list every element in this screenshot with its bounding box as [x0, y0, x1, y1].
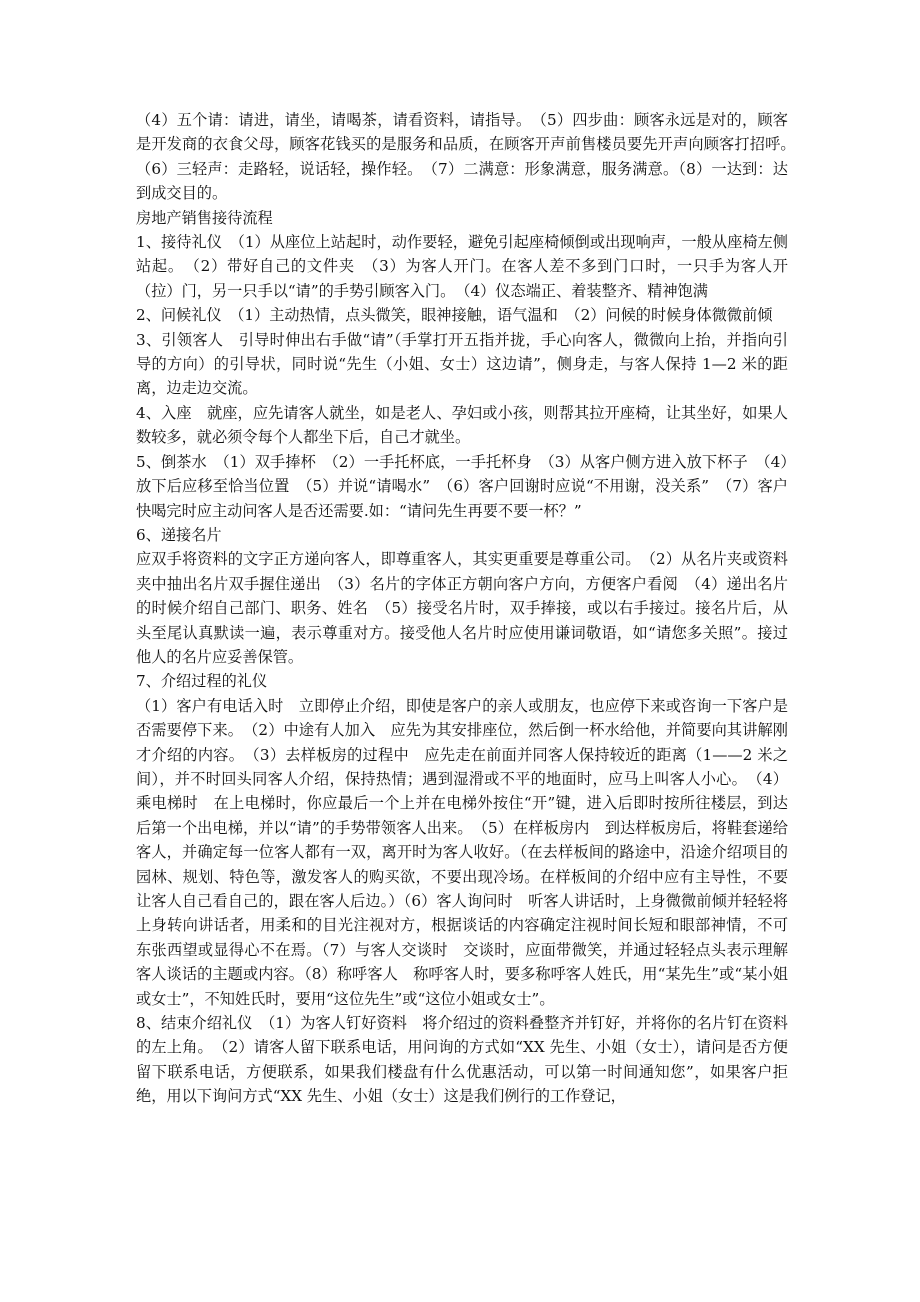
- paragraph-five-principles: （4）五个请：请进，请坐，请喝茶，请看资料，请指导。 （5）四步曲：顾客永远是对的，顾客是开发商的衣食父母，顾客花钱买的是服务和品质，在顾客开声前售楼员要先开声向顾客打招呼。 （6）三轻声：走路轻，说话轻，操作轻。 （7）二满意：形象满意，服务满意。（8）一达到：达到成交目的。: [136, 111, 804, 203]
- paragraph-serving-tea: 5、倒茶水 （1）双手捧杯 （2）一手托杯底，一手托杯身 （3）从客户侧方进入放下杯子 （4）放下后应移至恰当位置 （5）并说“请喝水” （6）客户回谢时应说“不用谢，没关系” （7）客户快喝完时应主动问客人是否还需要.如：“请问先生再要不要一杯？”: [136, 452, 788, 520]
- paragraph-introduction-etiquette: （1）客户有电话入时 立即停止介绍，即使是客户的亲人或朋友，也应停下来或咨询一下客户是否需要停下来。 （2）中途有人加入 应先为其安排座位，然后倒一杯水给他，并简要向其讲解刚才介绍的内容。 （3）去样板房的过程中 应先走在前面并同客人保持较近的距离（1——2 米之间），并不时回头同客人介绍，保持热情；遇到湿滑或不平的地面时，应马上叫客人小心。 （4）乘电梯时 在上电梯时，你应最后一个上并在电梯外按住“开”键，进入后即时按所往楼层，到达后第一个出电梯，并以“请”的手势带领客人出来。 （5）在样板房内 到达样板房后，将鞋套递给客人，并确定每一位客人都有一双，离开时为客人收好。（在去样板间的路途中，沿途介绍项目的园林、规划、特色等，激发客人的购买欲，不要出现冷场。在样板间的介绍中应有主导性，不要让客人自己看自己的，跟在客人后边。）（6）客人询问时 听客人讲话时，上身微微前倾并轻轻将上身转向讲话者，用柔和的目光注视对方，根据谈话的内容确定注视时间长短和眼部神情，不可东张西望或显得心不在焉。（7）与客人交谈时 交谈时，应面带微笑，并通过轻轻点头表示理解客人谈话的主题或内容。（8）称呼客人 称呼客人时，要多称呼客人姓氏，用“某先生”或“某小姐或女士”，不知姓氏时，要用“这位先生”或“这位小姐或女士”。: [136, 696, 788, 1008]
- paragraph-business-cards: 应双手将资料的文字正方递向客人，即尊重客人，其实更重要是尊重公司。 （2）从名片夹或资料夹中抽出名片双手握住递出 （3）名片的字体正方朝向客户方向，方便客户看阅 （4）递出名片的时候介绍自己部门、职务、姓名 （5）接受名片时，双手捧接，或以右手接过。接名片后，从头至尾认真默读一遍，表示尊重对方。接受他人名片时应使用谦词敬语，如“请您多关照”。接过他人的名片应妥善保管。: [136, 550, 788, 666]
- document-body: [136, 108, 804, 1109]
- paragraph-guiding-guests: 3、引领客人 引导时伸出右手做“请”（手掌打开五指并拢，手心向客人，微微向上抬，并指向引导的方向）的引导状，同时说“先生（小姐、女士）这边请”，侧身走，与客人保持 1—2 米的距离，边走边交流。: [136, 330, 788, 398]
- paragraph-seating: 4、入座 就座，应先请客人就坐，如是老人、孕妇或小孩，则帮其拉开座椅，让其坐好，如果人数较多，就必须令每个人都坐下后，自己才就坐。: [136, 403, 788, 447]
- paragraph-reception-etiquette: 1、接待礼仪 （1）从座位上站起时，动作要轻，避免引起座椅倾倒或出现响声，一般从座椅左侧站起。 （2）带好自己的文件夹 （3）为客人开门。在客人差不多到门口时，一只手为客人开（拉）门，另一只手以“请”的手势引顾客入门。 （4）仪态端正、着装整齐、精神饱满: [136, 233, 788, 300]
- heading-introduction-etiquette: 7、介绍过程的礼仪: [136, 672, 268, 691]
- heading-business-cards: 6、递接名片: [136, 525, 222, 544]
- section-heading-reception-process: 房地产销售接待流程: [136, 208, 273, 227]
- paragraph-greeting-etiquette: 2、问候礼仪 （1）主动热情，点头微笑，眼神接触，语气温和 （2）问候的时候身体微微前倾: [136, 306, 773, 325]
- paragraph-closing-etiquette: 8、结束介绍礼仪 （1）为客人钉好资料 将介绍过的资料叠整齐并钉好，并将你的名片钉在资料的左上角。 （2）请客人留下联系电话，用问询的方式如“XX 先生、小姐（女士），请问是否方便留下联系电话，方便联系，如果我们楼盘有什么优惠活动，可以第一时间通知您”，如果客户拒绝，用以下询问方式“XX 先生、小姐（女士）这是我们例行的工作登记，: [136, 1014, 788, 1106]
